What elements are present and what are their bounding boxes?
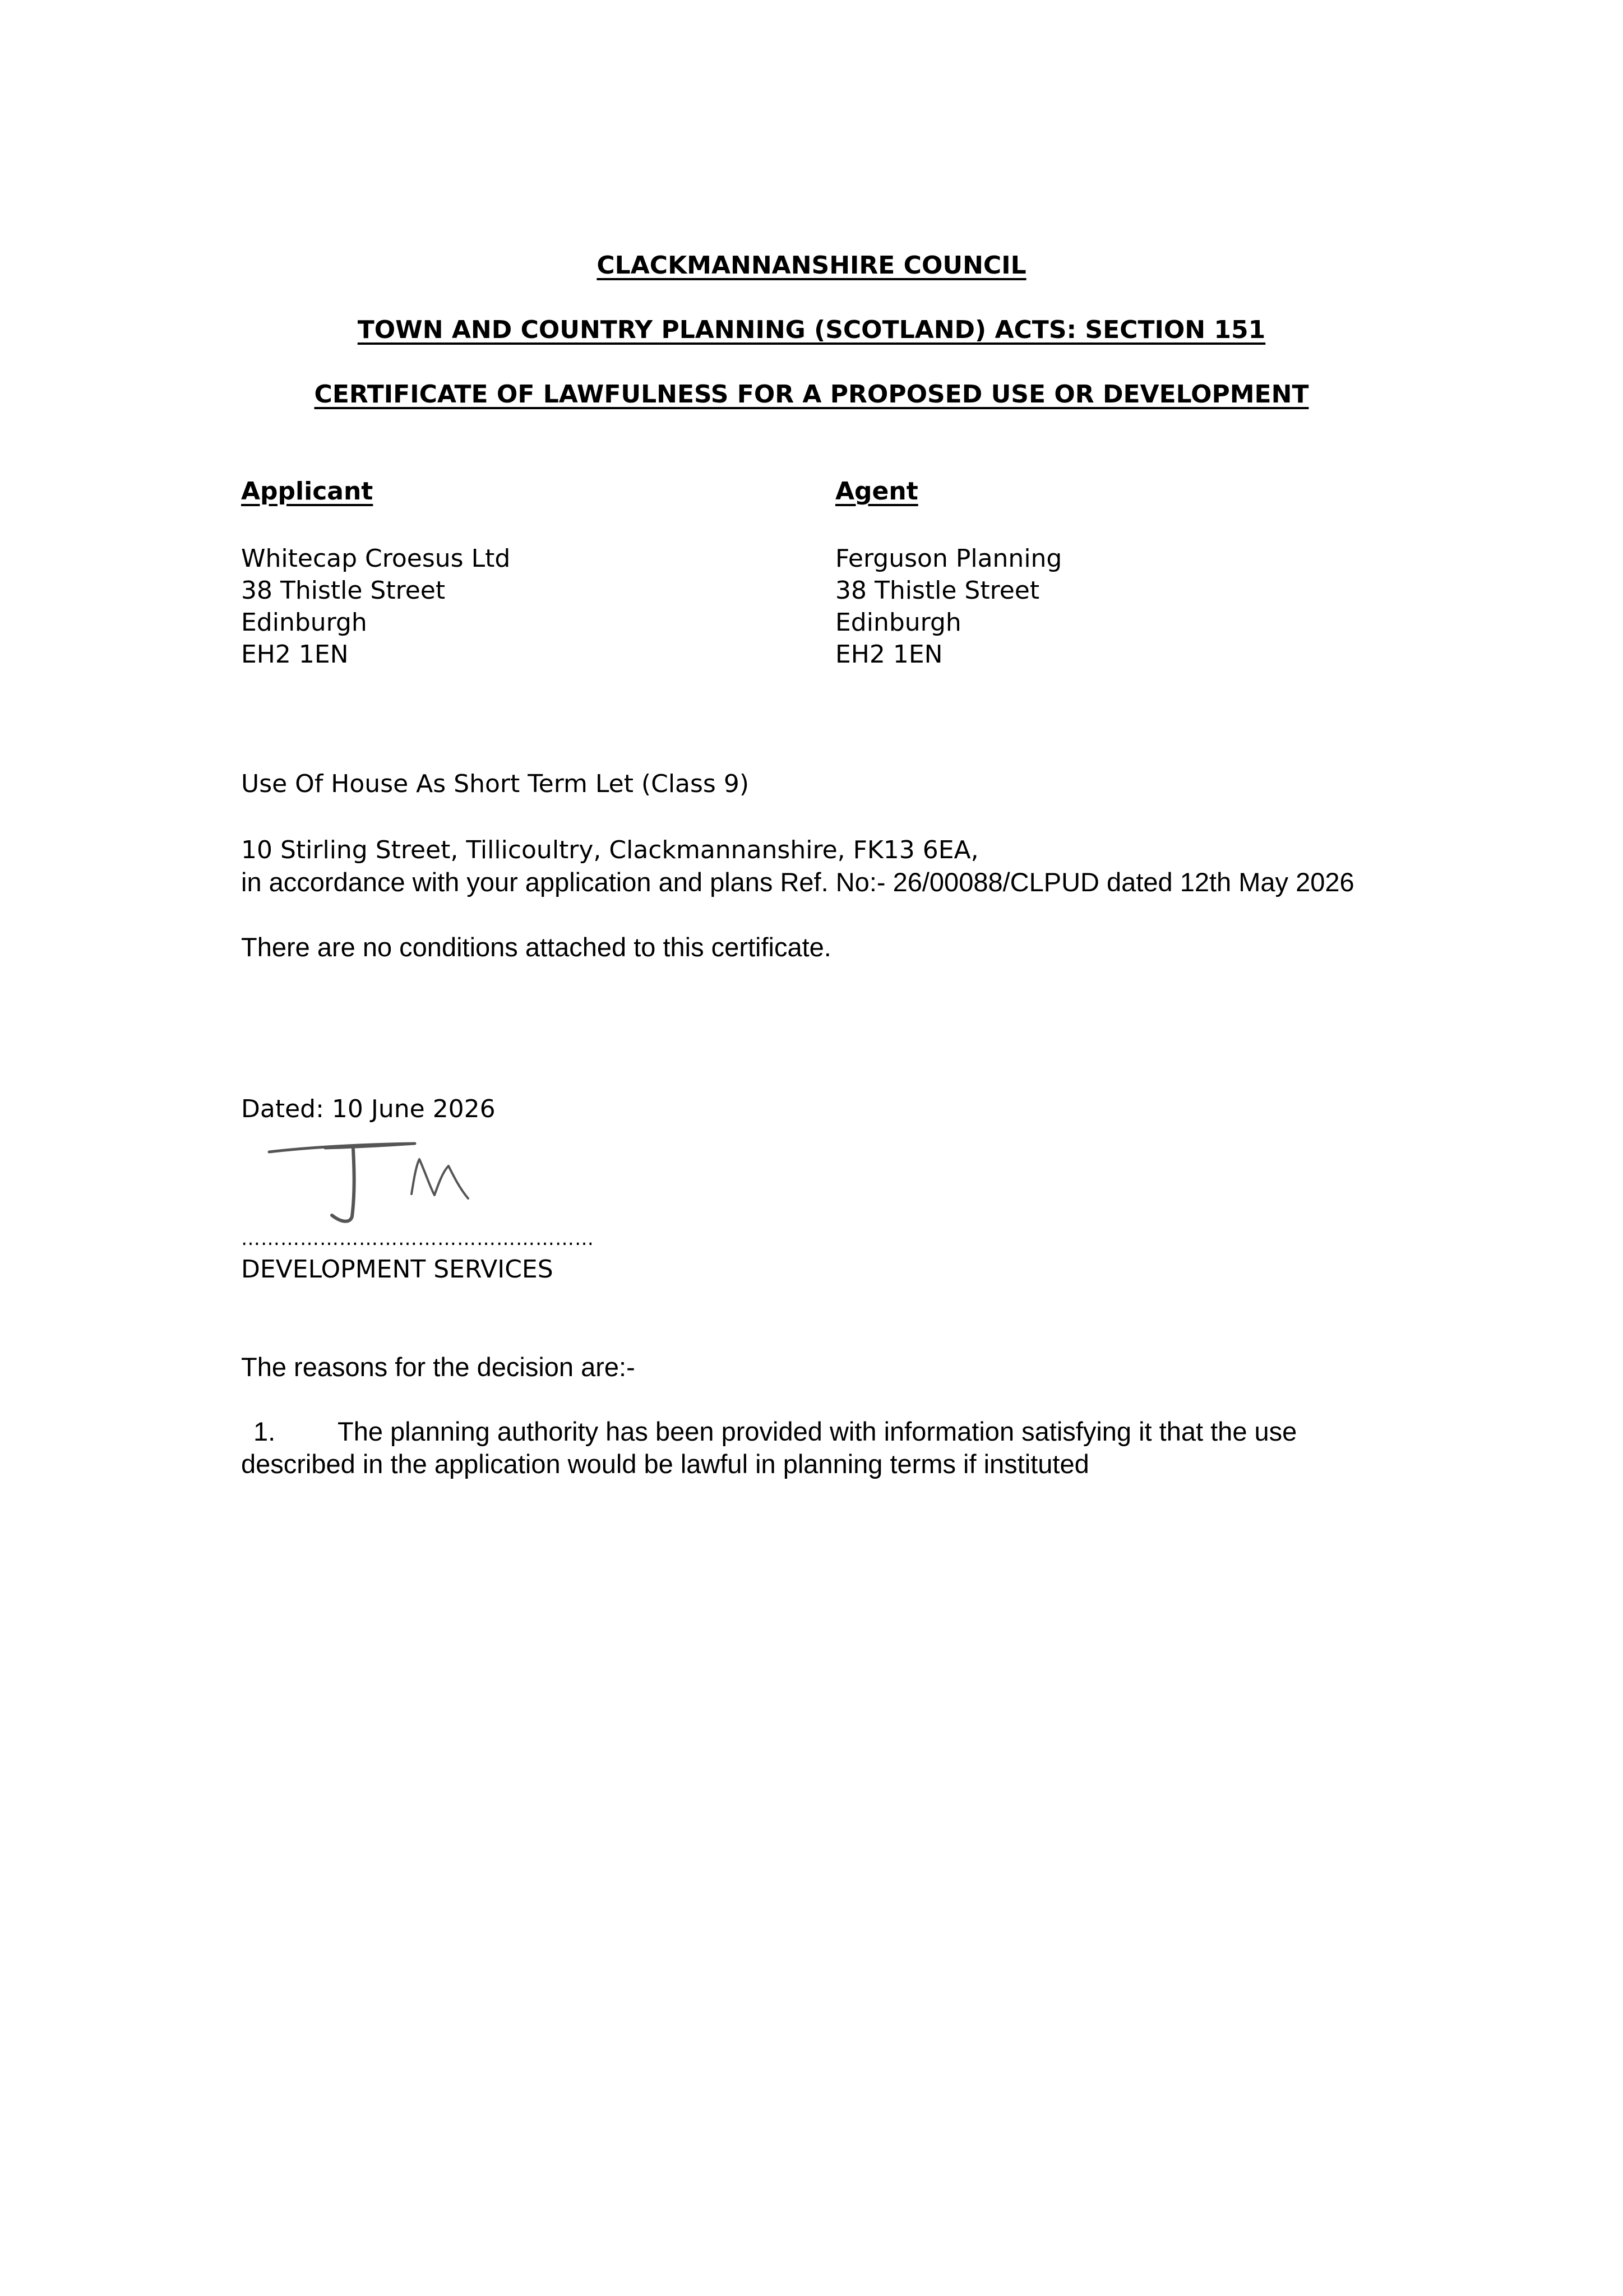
signature: [263, 1132, 499, 1233]
site-details: [241, 834, 1354, 898]
signature-line: ………………………………………………: [241, 1228, 594, 1250]
council-heading: CLACKMANNANSHIRE COUNCIL: [597, 251, 1026, 280]
agent-city: Edinburgh: [835, 608, 961, 637]
department-name: DEVELOPMENT SERVICES: [241, 1255, 553, 1284]
reason-text-1: The planning authority has been provided with information satisfying it that the use: [337, 1417, 1297, 1446]
act-heading: TOWN AND COUNTRY PLANNING (SCOTLAND) ACTS: SECTION 151: [357, 316, 1266, 344]
reasons-intro: The reasons for the decision are:-: [241, 1352, 635, 1382]
applicant-heading: Applicant: [241, 477, 373, 506]
proposed-use: Use Of House As Short Term Let (Class 9): [241, 770, 749, 798]
reason-number: 1.: [253, 1417, 276, 1446]
applicant-postcode: EH2 1EN: [241, 640, 349, 669]
applicant-address: [241, 543, 510, 670]
agent-street: 38 Thistle Street: [835, 576, 1040, 605]
applicant-city: Edinburgh: [241, 608, 367, 637]
agent-name: Ferguson Planning: [835, 544, 1062, 573]
reason-item: [241, 1415, 1297, 1480]
conditions-note: There are no conditions attached to this certificate.: [241, 932, 831, 962]
certificate-heading: CERTIFICATE OF LAWFULNESS FOR A PROPOSED USE OR DEVELOPMENT: [314, 380, 1309, 409]
agent-postcode: EH2 1EN: [835, 640, 943, 669]
reason-text-2: described in the application would be lawful in planning terms if instituted: [241, 1449, 1089, 1479]
agent-heading: Agent: [835, 477, 918, 506]
applicant-name: Whitecap Croesus Ltd: [241, 544, 511, 573]
agent-address: [835, 543, 1062, 670]
date-line: Dated: 10 June 2026: [241, 1095, 496, 1123]
reason-line-1: [241, 1415, 1297, 1448]
applicant-street: 38 Thistle Street: [241, 576, 446, 605]
site-address: 10 Stirling Street, Tillicoultry, Clackmannanshire, FK13 6EA,: [241, 836, 979, 864]
application-reference: in accordance with your application and plans Ref. No:- 26/00088/CLPUD dated 12th May 2026: [241, 867, 1354, 897]
